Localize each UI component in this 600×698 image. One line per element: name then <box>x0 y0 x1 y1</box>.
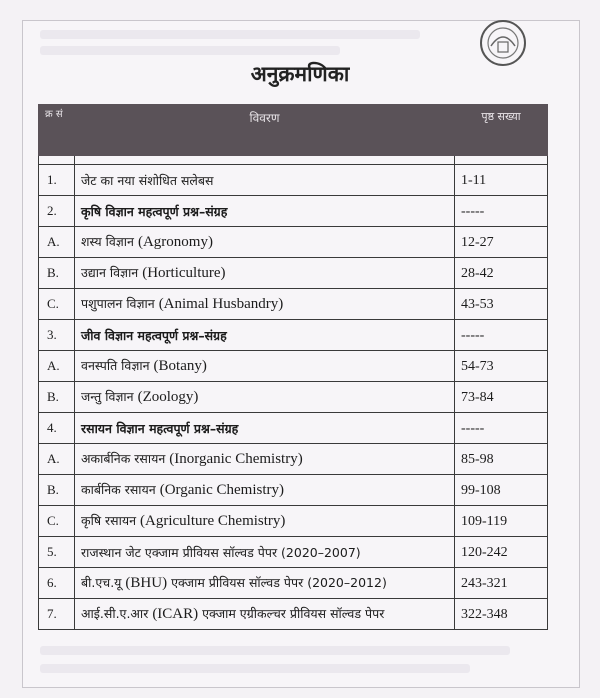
entry-pages: 43-53 <box>455 289 548 320</box>
entry-title-hindi: राजस्थान जेट एक्जाम प्रीवियस सॉल्वड पेपर (2020–2007) <box>81 544 361 560</box>
header-description: विवरण <box>75 105 455 156</box>
entry-pages: ----- <box>455 196 548 227</box>
entry-pages: 99-108 <box>455 475 548 506</box>
entry-number: A. <box>39 444 75 475</box>
entry-number: C. <box>39 506 75 537</box>
entry-number: 5. <box>39 537 75 568</box>
entry-title-english: (Agriculture Chemistry) <box>140 513 286 529</box>
entry-title-suffix: एक्जाम प्रीवियस सॉल्वड पेपर (2020–2012) <box>171 575 387 590</box>
table-row <box>39 258 548 289</box>
table-row <box>39 227 548 258</box>
entry-title-hindi: आई.सी.ए.आर <box>81 606 149 621</box>
bleed-through-mark <box>40 646 510 655</box>
entry-number: 6. <box>39 568 75 599</box>
table-row <box>39 382 548 413</box>
table-row <box>39 475 548 506</box>
entry-topic <box>75 506 455 537</box>
entry-topic <box>75 227 455 258</box>
entry-pages: 1-11 <box>455 165 548 196</box>
entry-topic <box>75 537 455 568</box>
table-row <box>39 196 548 227</box>
entry-topic <box>75 289 455 320</box>
entry-pages: ----- <box>455 320 548 351</box>
entry-title-hindi: वनस्पति विज्ञान <box>81 358 150 373</box>
entry-topic <box>75 599 455 630</box>
entry-title-hindi: कार्बनिक रसायन <box>81 482 156 497</box>
entry-title-hindi: पशुपालन विज्ञान <box>81 296 155 311</box>
entry-number: C. <box>39 289 75 320</box>
entry-pages: 12-27 <box>455 227 548 258</box>
table-row <box>39 165 548 196</box>
entry-pages: 109-119 <box>455 506 548 537</box>
entry-title-english: (Botany) <box>153 358 207 374</box>
table-row <box>39 289 548 320</box>
entry-number: 3. <box>39 320 75 351</box>
entry-topic <box>75 413 455 444</box>
entry-number: 4. <box>39 413 75 444</box>
entry-title-english: (Zoology) <box>137 389 199 405</box>
entry-title-hindi: जीव विज्ञान महत्वपूर्ण प्रश्न–संग्रह <box>81 327 227 343</box>
header-serial: क्र सं <box>39 105 75 156</box>
table-row <box>39 568 548 599</box>
table-row <box>39 351 548 382</box>
entry-title-english: (Organic Chemistry) <box>159 482 284 498</box>
entry-title-hindi: अकार्बनिक रसायन <box>81 451 166 466</box>
entry-number: B. <box>39 382 75 413</box>
entry-number: B. <box>39 258 75 289</box>
table-row <box>39 506 548 537</box>
entry-pages: 243-321 <box>455 568 548 599</box>
entry-topic <box>75 475 455 506</box>
table-row <box>39 413 548 444</box>
table-header <box>39 105 548 156</box>
entry-number: A. <box>39 227 75 258</box>
table-row <box>39 599 548 630</box>
header-pages: पृष्ठ सख्या <box>455 105 548 156</box>
index-table <box>38 104 548 630</box>
entry-title-hindi: रसायन विज्ञान महत्वपूर्ण प्रश्न–संग्रह <box>81 420 239 436</box>
entry-pages: 322-348 <box>455 599 548 630</box>
table-spacer <box>39 156 548 165</box>
entry-number: 2. <box>39 196 75 227</box>
entry-number: A. <box>39 351 75 382</box>
entry-topic <box>75 568 455 599</box>
entry-title-english: (Agronomy) <box>137 234 213 250</box>
table-row <box>39 320 548 351</box>
entry-title-hindi: कृषि विज्ञान महत्वपूर्ण प्रश्न–संग्रह <box>81 203 228 219</box>
entry-title-english: (Inorganic Chemistry) <box>169 451 303 467</box>
entry-title-english: (Horticulture) <box>142 265 226 281</box>
entry-topic <box>75 382 455 413</box>
entry-title-hindi: उद्यान विज्ञान <box>81 265 139 280</box>
entry-title-english: (ICAR) <box>152 606 199 622</box>
entry-topic <box>75 444 455 475</box>
entry-title-hindi: कृषि रसायन <box>81 513 137 528</box>
entry-topic <box>75 320 455 351</box>
entry-title-english: (Animal Husbandry) <box>158 296 284 312</box>
entry-pages: 54-73 <box>455 351 548 382</box>
entry-title-hindi: शस्य विज्ञान <box>81 234 134 249</box>
entry-topic <box>75 165 455 196</box>
entry-topic <box>75 351 455 382</box>
entry-topic <box>75 258 455 289</box>
entry-pages: 28-42 <box>455 258 548 289</box>
entry-pages: 120-242 <box>455 537 548 568</box>
bleed-through-mark <box>40 46 340 55</box>
entry-title-hindi: जेट का नया संशोधित सलेबस <box>81 172 214 188</box>
entry-topic <box>75 196 455 227</box>
table-row <box>39 537 548 568</box>
entry-pages: ----- <box>455 413 548 444</box>
page-title: अनुक्रमणिका <box>250 62 350 86</box>
bleed-through-mark <box>40 664 470 673</box>
bleed-through-mark <box>40 30 420 39</box>
entry-title-english: (BHU) <box>125 575 168 591</box>
entry-number: 1. <box>39 165 75 196</box>
entry-title-hindi: जन्तु विज्ञान <box>81 389 134 404</box>
entry-pages: 85-98 <box>455 444 548 475</box>
entry-number: B. <box>39 475 75 506</box>
entry-title-suffix: एक्जाम एग्रीकल्चर प्रीवियस सॉल्वड पेपर <box>202 606 385 621</box>
entry-title-hindi: बी.एच.यू <box>81 575 122 590</box>
entry-number: 7. <box>39 599 75 630</box>
table-row <box>39 444 548 475</box>
entry-pages: 73-84 <box>455 382 548 413</box>
